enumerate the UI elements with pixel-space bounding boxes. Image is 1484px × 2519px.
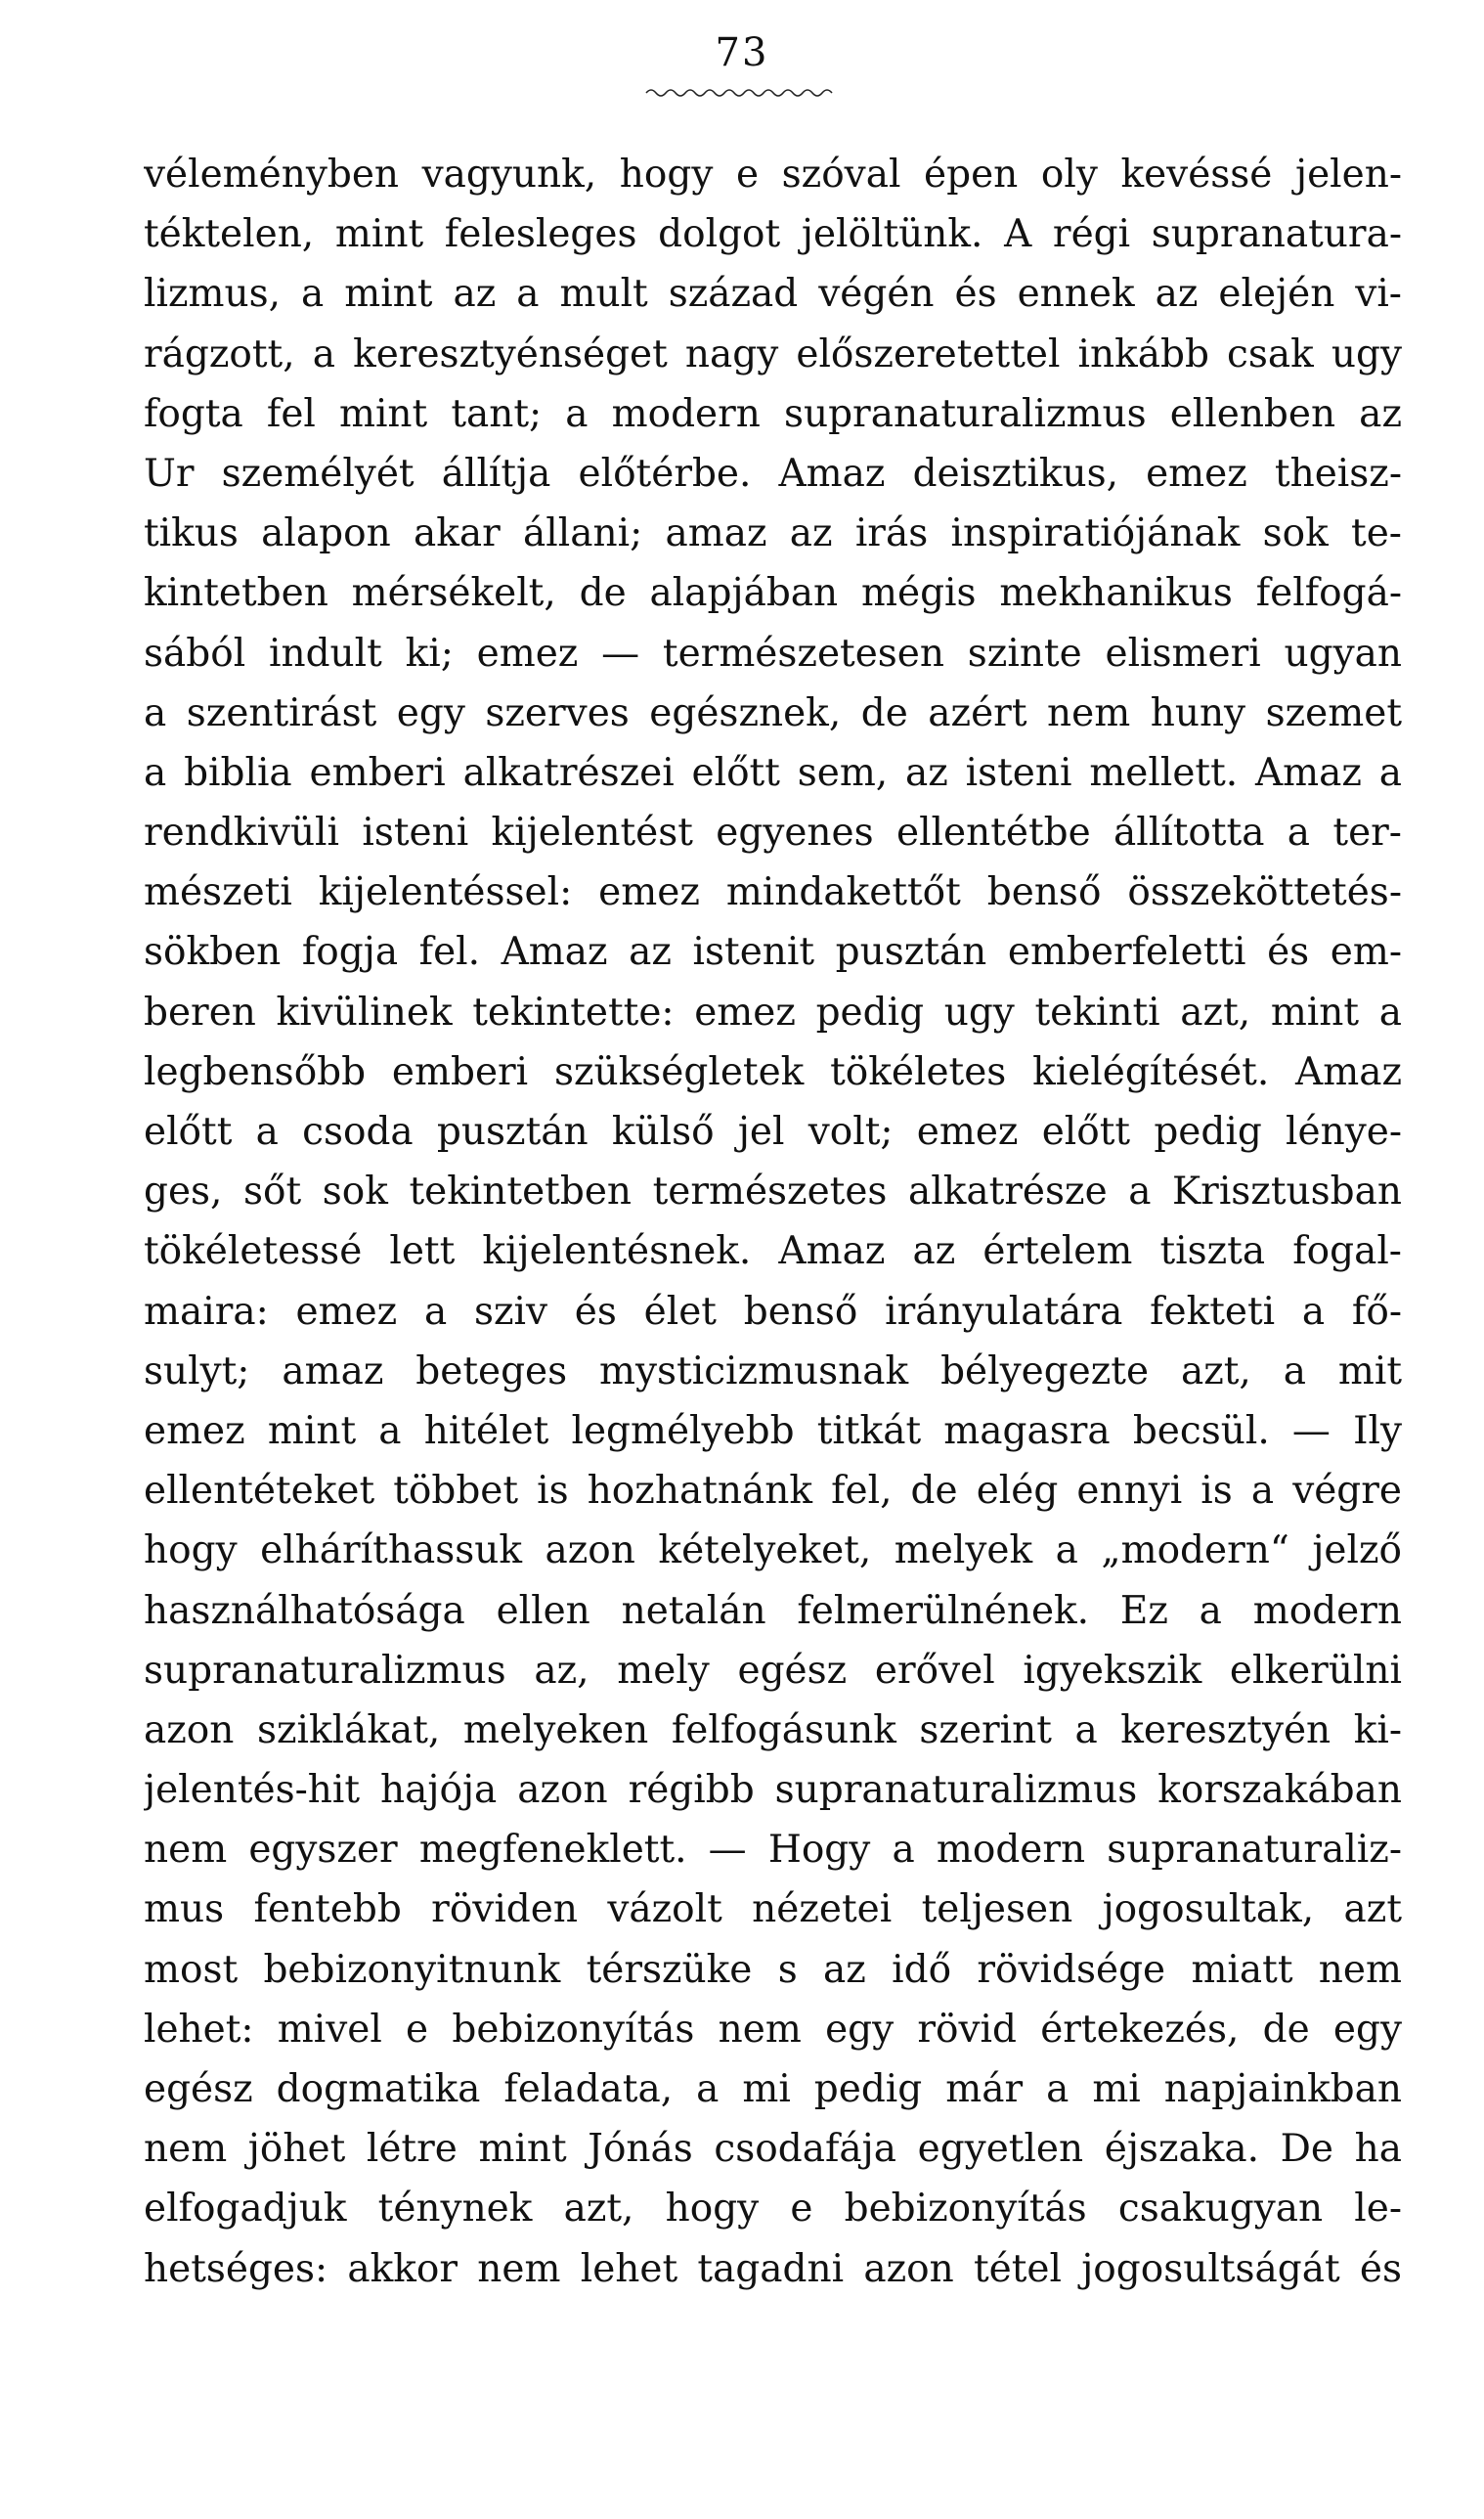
text-line: beren kivülinek tekintette: emez pedig ugy tekinti azt, mint a (144, 990, 1402, 1035)
text-line: jelentés-hit hajója azon régibb supranaturalizmus korszakában (144, 1768, 1402, 1813)
text-line: emez mint a hitélet legmélyebb titkát magasra becsül. — Ily (144, 1408, 1402, 1453)
text-line: tökéletessé lett kijelentésnek. Amaz az értelem tiszta fogal- (144, 1229, 1402, 1274)
text-line: rendkivüli isteni kijelentést egyenes ellentétbe állította a ter- (144, 811, 1402, 856)
text-line: mészeti kijelentéssel: emez mindakettőt benső összeköttetés- (144, 870, 1402, 915)
text-line: nem egyszer megfeneklett. — Hogy a modern supranaturaliz- (144, 1828, 1402, 1873)
text-line: véleményben vagyunk, hogy e szóval épen oly kevéssé jelen- (144, 153, 1402, 197)
wavy-line-icon (644, 86, 840, 100)
text-line: most bebizonyitnunk térszüke s az idő rövidsége miatt nem (144, 1947, 1402, 1992)
body-text (144, 145, 1402, 2299)
text-line: lehet: mivel e bebizonyítás nem egy rövid értekezés, de egy (144, 2007, 1402, 2052)
text-line: elfogadjuk ténynek azt, hogy e bebizonyítás csakugyan le- (144, 2187, 1402, 2232)
text-line: ellentéteket többet is hozhatnánk fel, de elég ennyi is a végre (144, 1469, 1402, 1514)
text-line: nem jöhet létre mint Jónás csodafája egyetlen éjszaka. De ha (144, 2127, 1402, 2172)
text-line: sulyt; amaz beteges mysticizmusnak bélyegezte azt, a mit (144, 1348, 1402, 1393)
page-number: 73 (715, 30, 769, 75)
text-line: sökben fogja fel. Amaz az istenit pusztán emberfeletti és em- (144, 930, 1402, 975)
text-line: rágzott, a keresztyénséget nagy előszeretettel inkább csak ugy (144, 331, 1402, 376)
text-line: tikus alapon akar állani; amaz az irás inspiratiójának sok te- (144, 511, 1402, 556)
text-line: azon sziklákat, melyeken felfogásunk szerint a keresztyén ki- (144, 1707, 1402, 1752)
text-line: maira: emez a sziv és élet benső irányulatára fekteti a fő- (144, 1289, 1402, 1334)
text-line: előtt a csoda pusztán külső jel volt; emez előtt pedig lénye- (144, 1110, 1402, 1154)
text-line: ges, sőt sok tekintetben természetes alkatrésze a Krisztusban (144, 1170, 1402, 1215)
text-line: hogy elháríthassuk azon kételyeket, melyek a „modern“ jelző (144, 1528, 1402, 1573)
text-line: a biblia emberi alkatrészei előtt sem, az isteni mellett. Amaz a (144, 750, 1402, 795)
text-line: sából indult ki; emez — természetesen szinte elismeri ugyan (144, 631, 1402, 676)
text-line: egész dogmatika feladata, a mi pedig már a mi napjainkban (144, 2067, 1402, 2111)
text-line: használhatósága ellen netalán felmerülnének. Ez a modern (144, 1588, 1402, 1633)
text-line: lizmus, a mint az a mult század végén és ennek az elején vi- (144, 272, 1402, 317)
text-line: legbensőbb emberi szükségletek tökéletes kielégítését. Amaz (144, 1049, 1402, 1094)
text-line: Ur személyét állítja előtérbe. Amaz deisztikus, emez theisz- (144, 451, 1402, 496)
text-line: hetséges: akkor nem lehet tagadni azon tétel jogosultságát és (144, 2246, 1402, 2291)
text-line: a szentirást egy szerves egésznek, de azért nem huny szemet (144, 690, 1402, 735)
wavy-ornament (0, 86, 1484, 100)
text-line: mus fentebb röviden vázolt nézetei teljesen jogosultak, azt (144, 1887, 1402, 1932)
text-line: fogta fel mint tant; a modern supranaturalizmus ellenben az (144, 391, 1402, 436)
text-line: kintetben mérsékelt, de alapjában mégis mekhanikus felfogá- (144, 571, 1402, 616)
text-line: téktelen, mint felesleges dolgot jelöltünk. A régi supranatura- (144, 212, 1402, 257)
text-line: supranaturalizmus az, mely egész erővel igyekszik elkerülni (144, 1648, 1402, 1693)
